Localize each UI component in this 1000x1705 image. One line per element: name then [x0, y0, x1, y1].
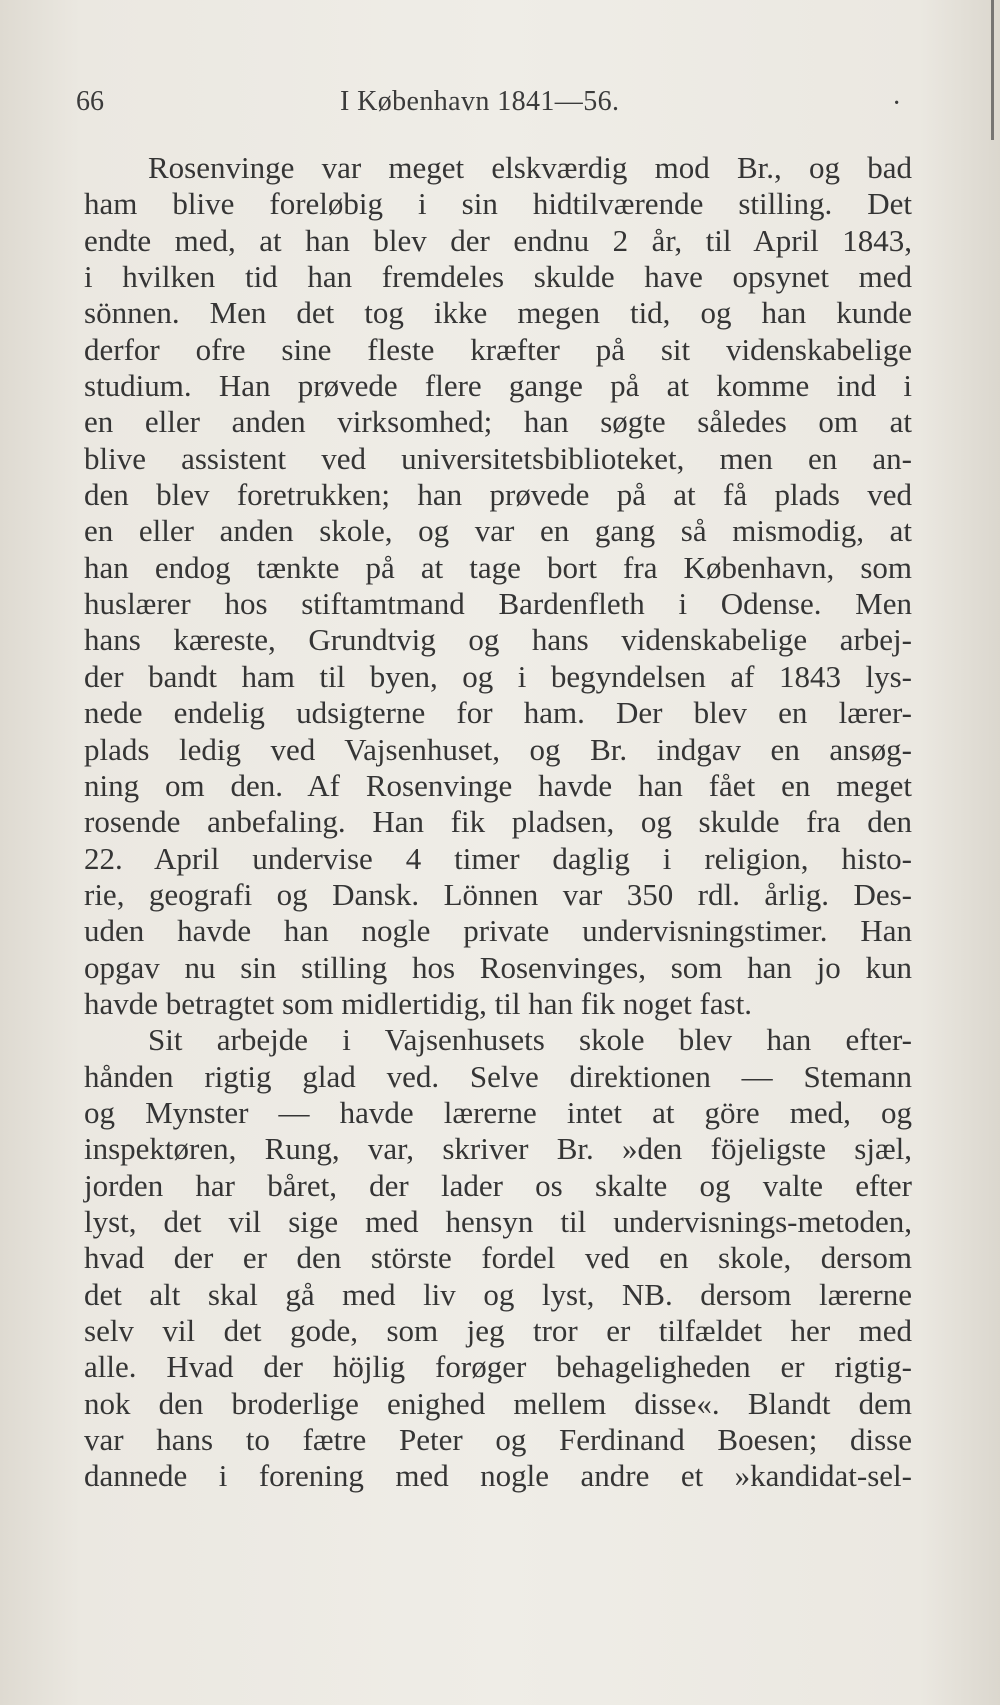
text-line: der bandt ham til byen, og i begyndelsen af 1843 lys- [84, 658, 912, 694]
text-line: ning om den. Af Rosenvinge havde han fået en meget [84, 767, 912, 803]
text-line: studium. Han prøvede flere gange på at komme ind i [84, 368, 912, 404]
text-line: endte med, at han blev der endnu 2 år, til April 1843, [84, 222, 912, 258]
text-line: dannede i forening med nogle andre et »kandidat-sel- [84, 1458, 912, 1494]
text-line: huslærer hos stiftamtmand Bardenfleth i Odense. Men [84, 586, 912, 622]
text-line: hånden rigtig glad ved. Selve direktionen — Stemann [84, 1058, 912, 1094]
text-line: 22. April undervise 4 timer daglig i religion, histo- [84, 840, 912, 876]
text-line: hans kæreste, Grundtvig og hans videnskabelige arbej- [84, 622, 912, 658]
text-line: derfor ofre sine fleste kræfter på sit videnskabelige [84, 331, 912, 367]
text-line: alle. Hvad der höjlig forøger behageligheden er rigtig- [84, 1349, 912, 1385]
text-line: var hans to fætre Peter og Ferdinand Boesen; disse [84, 1422, 912, 1458]
text-line: uden havde han nogle private undervisningstimer. Han [84, 913, 912, 949]
text-line: havde betragtet som midlertidig, til han fik noget fast. [84, 985, 753, 1021]
text-line: rie, geografi og Dansk. Lönnen var 350 rdl. årlig. Des- [84, 876, 912, 912]
text-line: opgav nu sin stilling hos Rosenvinges, som han jo kun [84, 949, 912, 985]
text-line: Rosenvinge var meget elskværdig mod Br., og bad [148, 150, 912, 185]
body-text [84, 150, 912, 1495]
stray-mark: · [892, 88, 902, 119]
text-line: rosende anbefaling. Han fik pladsen, og skulde fra den [84, 804, 912, 840]
text-line: og Mynster — havde lærerne intet at göre med, og [84, 1094, 912, 1130]
scan-edge-mark [991, 0, 994, 140]
text-line: en eller anden virksomhed; han søgte således om at [84, 404, 912, 440]
running-header [76, 84, 912, 120]
text-line: Sit arbejde i Vajsenhusets skole blev han efter- [148, 1022, 912, 1058]
text-line: lyst, det vil sige med hensyn til undervisnings-metoden, [84, 1203, 912, 1239]
text-line: nede endelig udsigterne for ham. Der blev en lærer- [84, 695, 912, 731]
text-line: nok den broderlige enighed mellem disse«. Blandt dem [84, 1385, 912, 1421]
text-line: i hvilken tid han fremdeles skulde have opsynet med [84, 259, 912, 295]
text-line: selv vil det gode, som jeg tror er tilfældet her med [84, 1313, 912, 1348]
text-line: den blev foretrukken; han prøvede på at få plads ved [84, 477, 912, 513]
text-line: han endog tænkte på at tage bort fra København, som [84, 549, 912, 585]
text-line: hvad der er den störste fordel ved en skole, dersom [84, 1240, 912, 1276]
text-line: plads ledig ved Vajsenhuset, og Br. indgav en ansøg- [84, 731, 912, 767]
page-number: 66 [76, 86, 104, 117]
text-line: sönnen. Men det tog ikke megen tid, og han kunde [84, 295, 912, 331]
text-line: ham blive foreløbig i sin hidtilværende stilling. Det [84, 186, 912, 222]
text-line: en eller anden skole, og var en gang så mismodig, at [84, 513, 912, 549]
text-line: det alt skal gå med liv og lyst, NB. dersom lærerne [84, 1276, 912, 1312]
text-line: blive assistent ved universitetsbiblioteket, men en an- [84, 440, 912, 476]
text-line: inspektøren, Rung, var, skriver Br. »den föjeligste sjæl, [84, 1131, 912, 1167]
text-line: jorden har båret, der lader os skalte og valte efter [84, 1167, 912, 1203]
running-title: I København 1841—56. [340, 86, 620, 117]
